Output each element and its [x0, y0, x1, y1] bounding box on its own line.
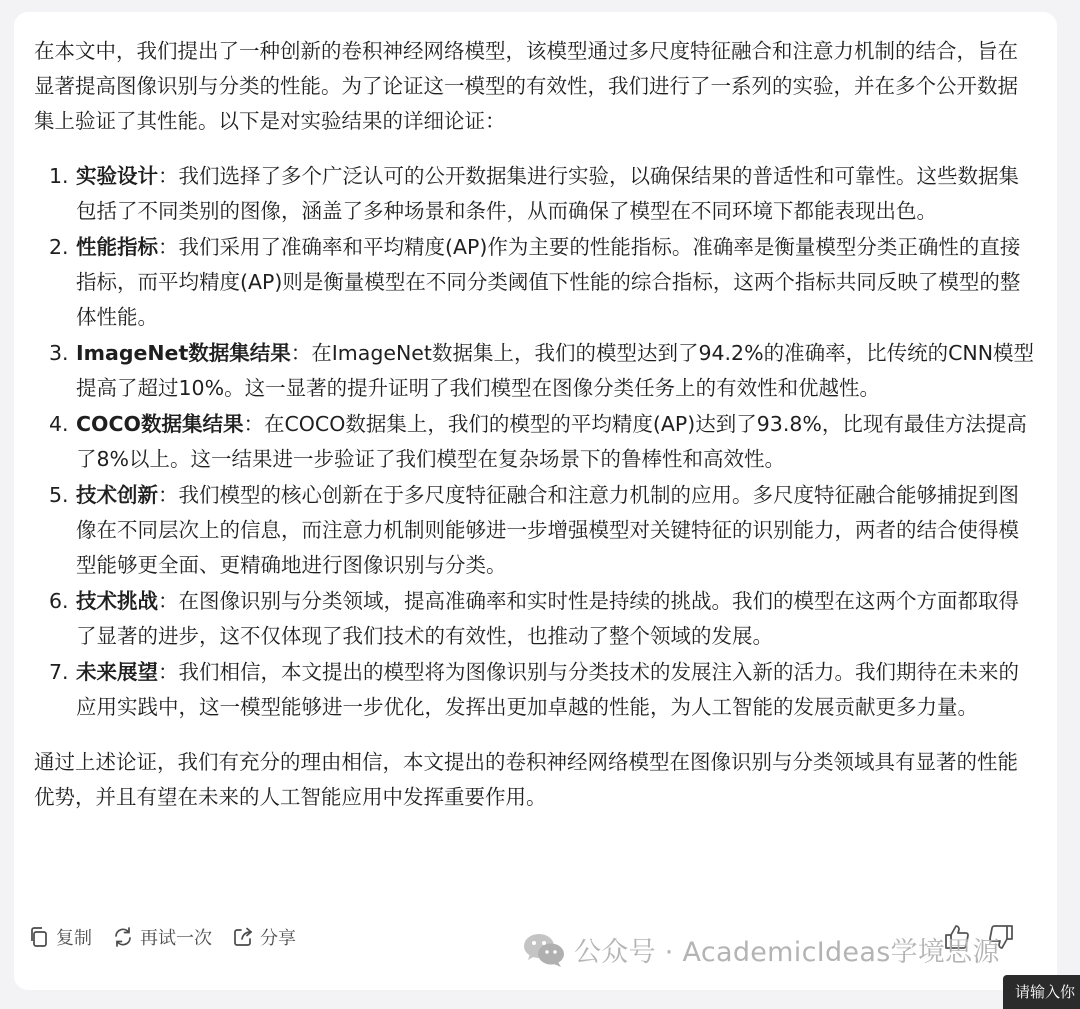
- copy-label: 复制: [56, 928, 92, 949]
- list-item-text: 我们模型的核心创新在于多尺度特征融合和注意力机制的应用。多尺度特征融合能够捕捉到图像在不同层次上的信息，而注意力机制则能够进一步增强模型对关键特征的识别能力，两者的结合使得模型能够更全面、更精确地进行图像识别与分类。: [76, 483, 1019, 577]
- list-item-text: 在COCO数据集上，我们的模型的平均精度(AP)达到了93.8%，比现有最佳方法提高了8%以上。这一结果进一步验证了我们模型在复杂场景下的鲁棒性和高效性。: [76, 412, 1027, 471]
- list-item-title: 技术创新: [76, 483, 158, 507]
- list-item: [34, 407, 1035, 477]
- list-item: [34, 655, 1035, 725]
- list-item: [34, 478, 1035, 583]
- list-item: [34, 159, 1035, 229]
- list-item-title: COCO数据集结果: [76, 412, 244, 436]
- list-item-title: 性能指标: [76, 235, 158, 259]
- retry-button[interactable]: [112, 924, 212, 950]
- list-item-text: 我们选择了多个广泛认可的公开数据集进行实验，以确保结果的普适性和可靠性。这些数据集包括了不同类别的图像，涵盖了多种场景和条件，从而确保了模型在不同环境下都能表现出色。: [76, 164, 1019, 223]
- list-item-separator: ：: [158, 589, 179, 613]
- list-item-text: 我们采用了准确率和平均精度(AP)作为主要的性能指标。准确率是衡量模型分类正确性的直接指标，而平均精度(AP)则是衡量模型在不同分类阈值下性能的综合指标，这两个指标共同反映了模型的整体性能。: [76, 235, 1021, 329]
- list-item-number: 4.: [49, 412, 69, 436]
- list-item: [34, 584, 1035, 654]
- list-item-separator: ：: [290, 341, 312, 365]
- list-item-title: 未来展望: [76, 660, 158, 684]
- share-button[interactable]: [232, 924, 296, 950]
- list-item: [34, 230, 1035, 335]
- list-item-number: 2.: [49, 235, 69, 259]
- list-item-title: 技术挑战: [76, 589, 158, 613]
- retry-label: 再试一次: [140, 928, 212, 949]
- list-item: [34, 336, 1035, 406]
- list-item-text: 我们相信，本文提出的模型将为图像识别与分类技术的发展注入新的活力。我们期待在未来的应用实践中，这一模型能够进一步优化，发挥出更加卓越的性能，为人工智能的发展贡献更多力量。: [76, 660, 1019, 719]
- list-item-separator: ：: [158, 235, 179, 259]
- wechat-icon: [522, 932, 566, 968]
- list-item-separator: ：: [158, 660, 179, 684]
- list-item-number: 6.: [49, 589, 69, 613]
- copy-icon: [28, 926, 50, 948]
- list-item-title: ImageNet数据集结果: [76, 341, 291, 365]
- list-item-number: 5.: [49, 483, 69, 507]
- list-item-number: 1.: [49, 164, 69, 188]
- list-item-title: 实验设计: [76, 164, 158, 188]
- share-icon: [232, 926, 254, 948]
- list-item-number: 3.: [49, 341, 69, 365]
- conclusion-paragraph: 通过上述论证，我们有充分的理由相信，本文提出的卷积神经网络模型在图像识别与分类领域具有显著的性能优势，并且有望在未来的人工智能应用中发挥重要作用。: [34, 750, 1018, 809]
- message-actions: [28, 924, 316, 950]
- list-item-number: 7.: [49, 660, 69, 684]
- list-item-separator: ：: [158, 164, 179, 188]
- watermark: [522, 930, 1000, 969]
- list-item-text: 在ImageNet数据集上，我们的模型达到了94.2%的准确率，比传统的CNN模型提高了超过10%。这一显著的提升证明了我们模型在图像分类任务上的有效性和优越性。: [76, 341, 1035, 400]
- list-item-text: 在图像识别与分类领域，提高准确率和实时性是持续的挑战。我们的模型在这两个方面都取得了显著的进步，这不仅体现了我们技术的有效性，也推动了整个领域的发展。: [76, 589, 1019, 648]
- copy-button[interactable]: [28, 924, 92, 950]
- retry-icon: [112, 926, 134, 948]
- message-card: [14, 12, 1057, 990]
- list-item-separator: ：: [243, 412, 264, 436]
- watermark-text: 公众号 · AcademicIdeas学境思源: [574, 937, 1000, 968]
- input-hint-tooltip: 请输入你: [1003, 975, 1080, 1009]
- intro-paragraph: 在本文中，我们提出了一种创新的卷积神经网络模型，该模型通过多尺度特征融合和注意力机制的结合，旨在显著提高图像识别与分类的性能。为了论证这一模型的有效性，我们进行了一系列的实验，并在多个公开数据集上验证了其性能。以下是对实验结果的详细论证：: [34, 39, 1018, 133]
- share-label: 分享: [260, 928, 296, 949]
- result-list: [34, 159, 1035, 725]
- list-item-separator: ：: [158, 483, 179, 507]
